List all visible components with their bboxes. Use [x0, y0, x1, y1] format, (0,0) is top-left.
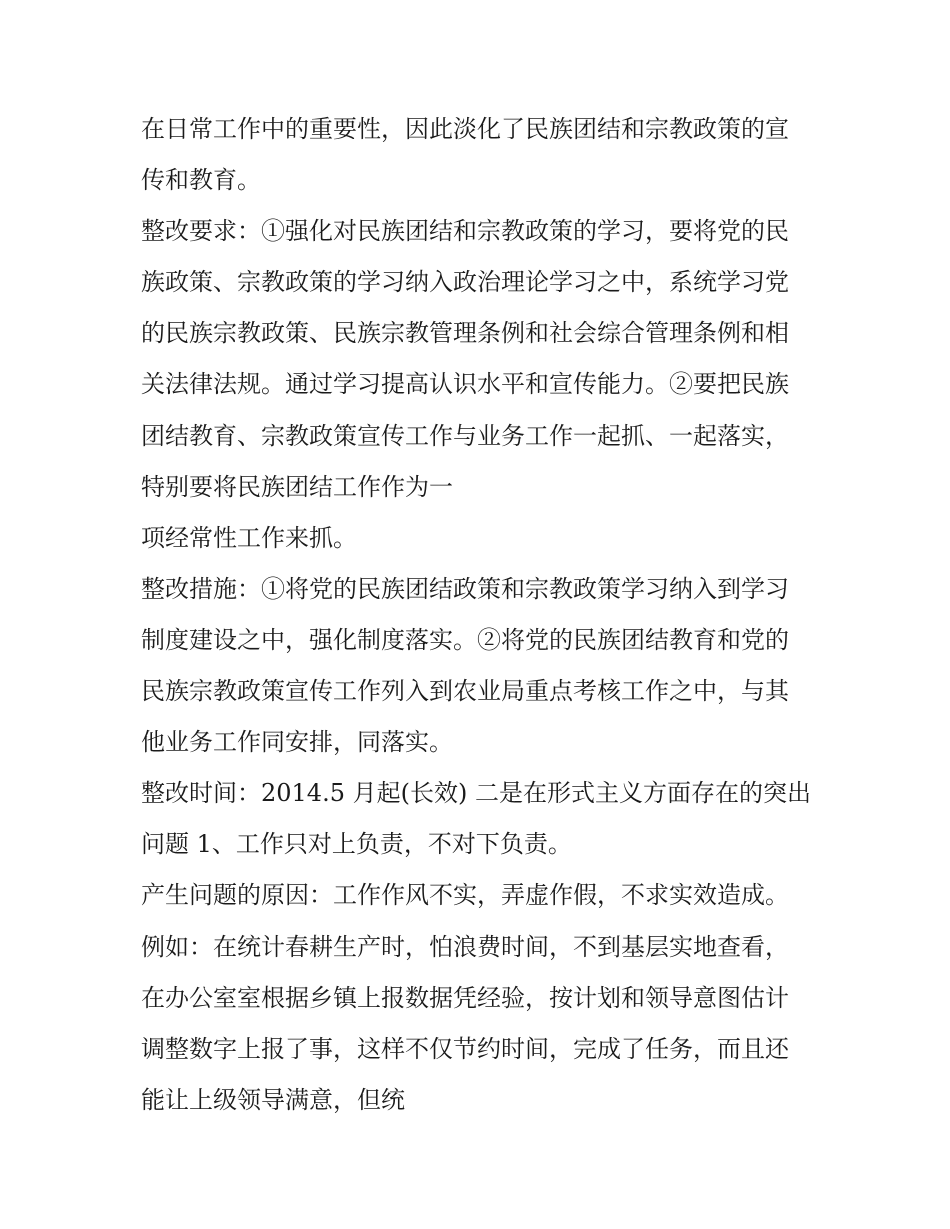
- document-body: [141, 104, 821, 1126]
- text-line: 问题 1、工作只对上负责，不对下负责。: [141, 830, 572, 859]
- text-line: 特别要将民族团结工作作为一: [141, 472, 453, 501]
- text-line: 关法律法规。通过学习提高认识水平和宣传能力。②要把民族: [141, 370, 789, 399]
- text-line: 例如：在统计春耕生产时，怕浪费时间，不到基层实地查看，: [141, 932, 789, 961]
- text-line: 在办公室室根据乡镇上报数据凭经验，按计划和领导意图估计: [141, 983, 789, 1012]
- text-line: 族政策、宗教政策的学习纳入政治理论学习之中，系统学习党: [141, 268, 789, 297]
- text-line: 调整数字上报了事，这样不仅节约时间，完成了任务，而且还: [141, 1034, 789, 1063]
- text-line: 产生问题的原因：工作作风不实，弄虚作假，不求实效造成。: [141, 881, 789, 910]
- text-line: 他业务工作同安排，同落实。: [141, 728, 453, 757]
- text-line: 整改要求：①强化对民族团结和宗教政策的学习，要将党的民: [141, 217, 789, 246]
- text-line: 传和教育。: [141, 166, 261, 195]
- text-line: 民族宗教政策宣传工作列入到农业局重点考核工作之中，与其: [141, 677, 789, 706]
- text-line: 能让上级领导满意，但统: [141, 1085, 405, 1114]
- text-line: 项经常性工作来抓。: [141, 523, 357, 552]
- text-line: 制度建设之中，强化制度落实。②将党的民族团结教育和党的: [141, 625, 789, 654]
- text-line: 在日常工作中的重要性，因此淡化了民族团结和宗教政策的宣: [141, 115, 789, 143]
- text-line: 整改措施：①将党的民族团结政策和宗教政策学习纳入到学习: [141, 574, 789, 603]
- text-line: 的民族宗教政策、民族宗教管理条例和社会综合管理条例和相: [141, 319, 789, 348]
- text-line: 团结教育、宗教政策宣传工作与业务工作一起抓、一起落实，: [141, 421, 789, 450]
- text-line: 整改时间：2014.5 月起(长效) 二是在形式主义方面存在的突出: [141, 779, 811, 808]
